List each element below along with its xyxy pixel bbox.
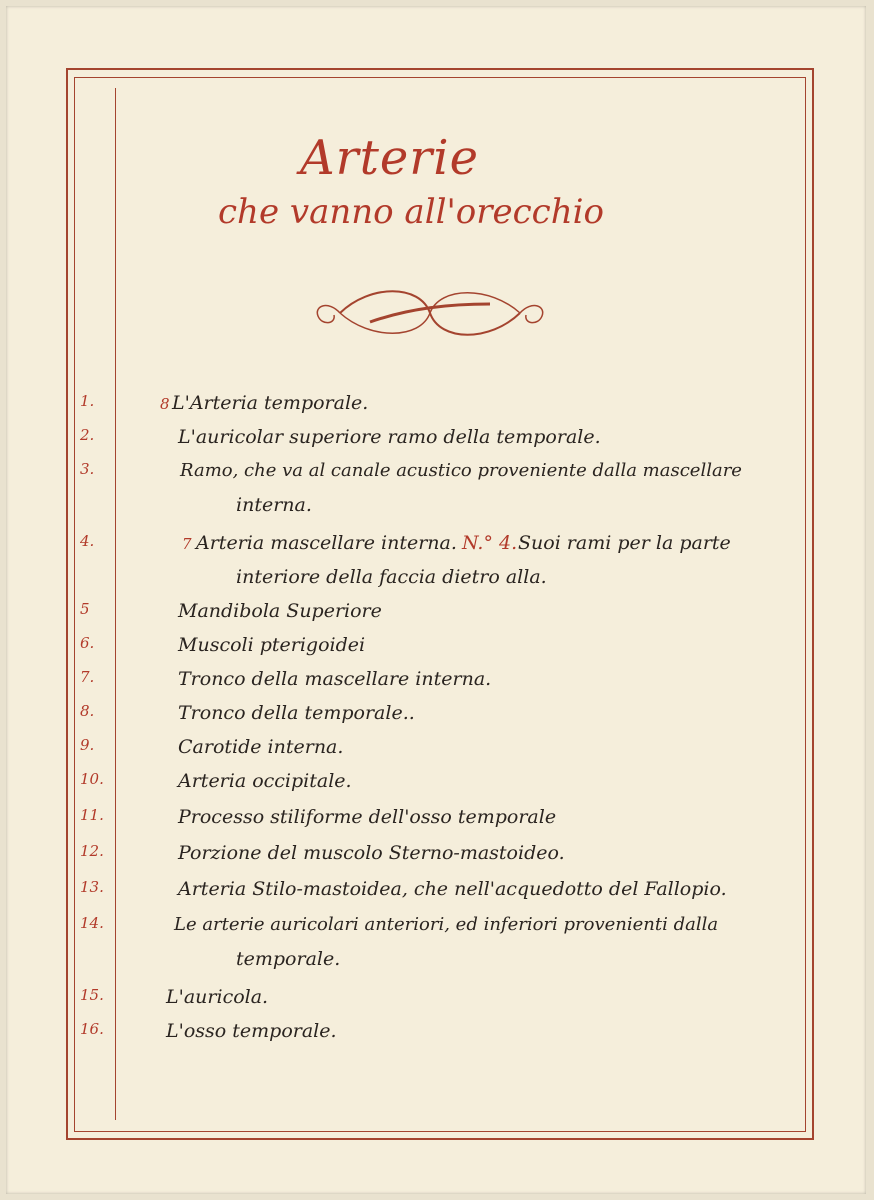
item-number: 3. xyxy=(80,460,95,478)
item-number: 12. xyxy=(80,842,104,860)
item-text: Tronco della mascellare interna. xyxy=(178,668,492,690)
item-text: Tronco della temporale.. xyxy=(178,702,415,724)
list-item xyxy=(0,634,874,668)
item-number: 9. xyxy=(80,736,95,754)
list-item xyxy=(0,460,874,494)
list-item-continuation xyxy=(0,948,874,982)
item-reference: N.° 4. xyxy=(462,532,518,554)
item-number: 14. xyxy=(80,914,104,932)
item-text: Muscoli pterigoidei xyxy=(178,634,366,656)
list-item-continuation xyxy=(0,494,874,528)
list-item xyxy=(0,702,874,736)
list-item xyxy=(0,600,874,634)
item-number: 1. xyxy=(80,392,95,410)
list-item xyxy=(0,878,874,912)
page-subtitle: che vanno all'orecchio xyxy=(218,192,604,232)
item-number: 7. xyxy=(80,668,95,686)
item-text: Porzione del muscolo Sterno-mastoideo. xyxy=(178,842,565,864)
item-number: 8. xyxy=(80,702,95,720)
item-text: L'auricola. xyxy=(166,986,269,1008)
item-text: L'Arteria temporale. xyxy=(172,392,369,414)
list-item xyxy=(0,1020,874,1054)
item-text: Arteria occipitale. xyxy=(178,770,352,792)
item-number: 16. xyxy=(80,1020,104,1038)
item-text-secondary: Suoi rami per la parte xyxy=(518,532,731,554)
list-item xyxy=(0,532,874,566)
item-text-continuation: temporale. xyxy=(236,948,341,970)
list-item xyxy=(0,426,874,460)
list-item xyxy=(0,806,874,840)
item-text: Mandibola Superiore xyxy=(178,600,382,622)
item-text: Le arterie auricolari anteriori, ed inferiori provenienti dalla xyxy=(174,914,719,935)
item-prefix: 7 xyxy=(182,535,192,553)
item-number: 4. xyxy=(80,532,95,550)
list-item xyxy=(0,914,874,948)
item-number: 11. xyxy=(80,806,104,824)
item-number: 10. xyxy=(80,770,104,788)
item-number: 6. xyxy=(80,634,95,652)
item-number: 5 xyxy=(80,600,90,618)
item-number: 13. xyxy=(80,878,104,896)
item-number: 2. xyxy=(80,426,95,444)
list-item-continuation xyxy=(0,566,874,600)
item-text: Arteria Stilo-mastoidea, che nell'acquedotto del Fallopio. xyxy=(178,878,727,900)
item-text: L'auricolar superiore ramo della temporale. xyxy=(178,426,601,448)
page-title: Arterie xyxy=(300,130,480,186)
item-text: L'osso temporale. xyxy=(166,1020,337,1042)
item-text: Carotide interna. xyxy=(178,736,344,758)
item-text: Processo stiliforme dell'osso temporale xyxy=(178,806,557,828)
calligraphic-flourish xyxy=(310,282,550,344)
item-number: 15. xyxy=(80,986,104,1004)
list-item xyxy=(0,770,874,804)
list-item xyxy=(0,736,874,770)
list-item xyxy=(0,668,874,702)
item-text: Ramo, che va al canale acustico proveniente dalla mascellare xyxy=(180,460,742,481)
item-text: Arteria mascellare interna. xyxy=(196,532,457,554)
list-item xyxy=(0,986,874,1020)
item-text-continuation: interiore della faccia dietro alla. xyxy=(236,566,547,588)
list-item xyxy=(0,842,874,876)
item-text-continuation: interna. xyxy=(236,494,312,516)
item-prefix: 8 xyxy=(160,395,170,413)
list-item xyxy=(0,392,874,426)
